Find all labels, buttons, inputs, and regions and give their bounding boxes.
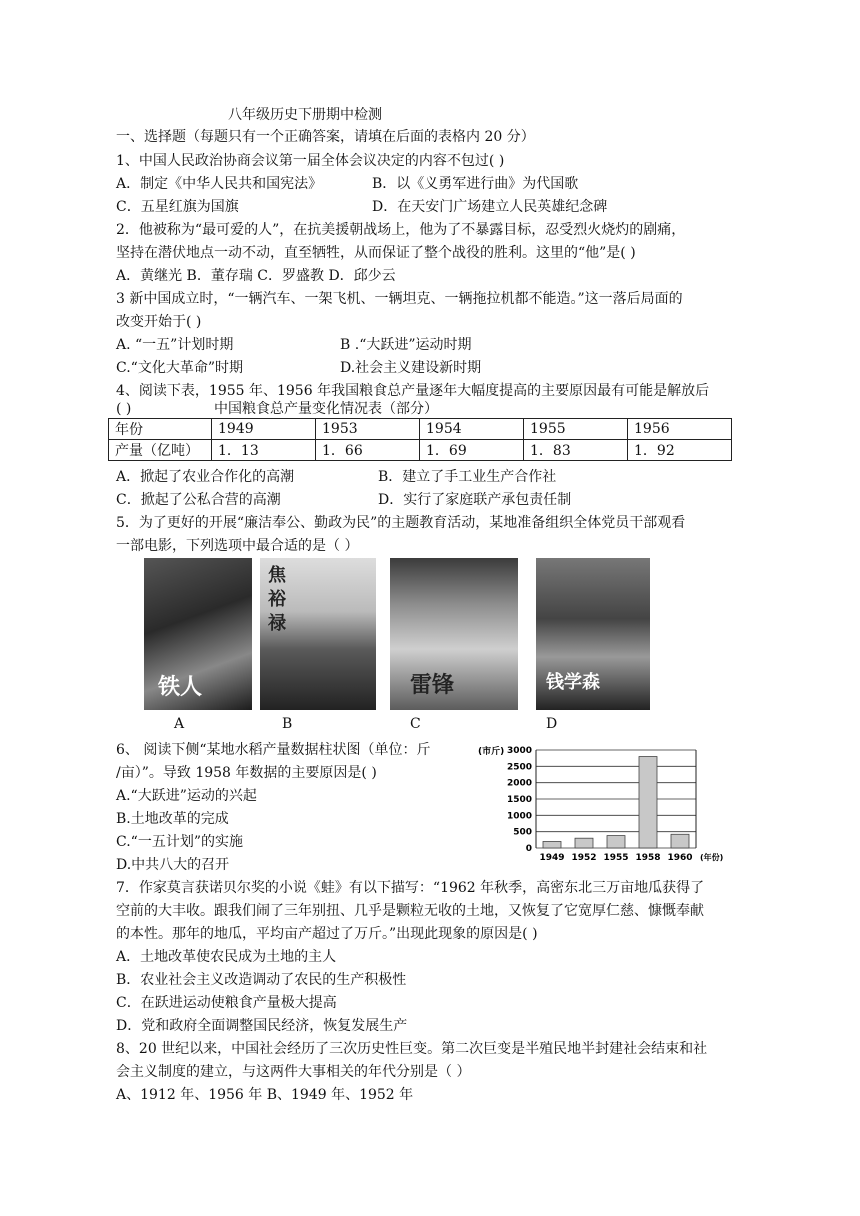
poster-b-label: B	[282, 716, 293, 732]
poster-c-label: C	[410, 716, 421, 732]
q4-stem: 4、阅读下表，1955 年、1956 年我国粮食总产量逐年大幅度提高的主要原因最有可能是解放后	[116, 383, 710, 399]
chart-ytick-label: 0	[525, 844, 532, 854]
table-cell: 1956	[628, 419, 732, 440]
chart-ytick-label: 3000	[506, 746, 532, 756]
q1-option-d: D．在天安门广场建立人民英雄纪念碑	[372, 199, 608, 215]
grain-output-table	[108, 418, 732, 461]
table-cell: 1953	[316, 419, 420, 440]
poster-d-label: D	[546, 716, 558, 732]
table-cell: 1．66	[316, 440, 420, 461]
q7-stem-line2: 空前的大丰收。跟我们闹了三年别扭、几乎是颗粒无收的土地，又恢复了它宽厚仁慈、慷慨奉献	[116, 903, 704, 919]
q7-stem-line1: 7．作家莫言获诺贝尔奖的小说《蛙》有以下描写：“1962 年秋季，高密东北三万亩地瓜获得了	[116, 880, 705, 896]
table-cell: 1954	[420, 419, 524, 440]
q5-stem-line1: 5．为了更好的开展“廉洁奉公、勤政为民”的主题教育活动，某地准备组织全体党员干部观看	[116, 515, 686, 531]
chart-ytick-label: 2000	[506, 778, 532, 789]
table-row-label: 年份	[109, 419, 212, 440]
chart-bar	[543, 841, 561, 848]
q4-option-d: D．实行了家庭联产承包责任制	[378, 492, 572, 508]
q7-option-c: C．在跃进运动使粮食产量极大提高	[116, 995, 337, 1011]
table-cell: 1955	[524, 419, 628, 440]
q6-option-a: A.“大跃进”运动的兴起	[116, 788, 257, 804]
poster-a-title: 铁人	[158, 674, 203, 700]
q7-option-a: A．土地改革使农民成为土地的主人	[116, 949, 337, 965]
q2-stem-line1: 2．他被称为“最可爱的人”，在抗美援朝战场上，他为了不暴露目标，忍受烈火烧灼的剧痛，	[116, 222, 686, 238]
chart-xtick-label: 1960	[667, 853, 693, 863]
table-cell: 1．83	[524, 440, 628, 461]
q4-answer-paren: ( )	[116, 401, 132, 417]
poster-d-title: 钱学森	[546, 672, 600, 693]
table-row-label: 产量（亿吨）	[109, 440, 212, 461]
q4-option-b: B．建立了手工业生产合作社	[378, 469, 557, 485]
table-cell: 1．13	[212, 440, 316, 461]
q7-stem-line3: 的本性。那年的地瓜，平均亩产超过了万斤。”出现此现象的原因是( )	[116, 926, 538, 942]
section-heading: 一、选择题（每题只有一个正确答案，请填在后面的表格内 20 分）	[116, 129, 535, 145]
chart-xtick-label: 1952	[571, 853, 597, 863]
chart-ytick-label: 2500	[506, 762, 532, 773]
q8-options: A、1912 年、1956 年 B、1949 年、1952 年	[116, 1087, 414, 1103]
chart-bar	[575, 838, 593, 848]
table-cell: 1949	[212, 419, 316, 440]
chart-ytick-label: 1000	[506, 811, 532, 822]
q1-option-b: B．以《义勇军进行曲》为代国歌	[372, 176, 579, 192]
q6-option-c: C.“一五计划”的实施	[116, 834, 243, 850]
q8-stem-line1: 8、20 世纪以来，中国社会经历了三次历史性巨变。第二次巨变是半殖民地半封建社会结束和社	[116, 1041, 708, 1057]
q4-table-title: 中国粮食总产量变化情况表（部分）	[214, 401, 438, 417]
poster-c-title: 雷锋	[410, 672, 455, 698]
q1-stem: 1、中国人民政治协商会议第一届全体会议决定的内容不包过( )	[116, 153, 505, 169]
q5-stem-line2: 一部电影，下列选项中最合适的是（ ）	[116, 538, 359, 554]
table-cell: 1．92	[628, 440, 732, 461]
movie-poster-c	[390, 558, 518, 710]
chart-bar	[607, 836, 625, 848]
q2-stem-line2: 坚持在潜伏地点一动不动，直至牺牲，从而保证了整个战役的胜利。这里的“他”是( )	[116, 245, 636, 261]
chart-bar	[639, 757, 657, 848]
table-row	[109, 440, 732, 461]
q2-options: A．黄继光 B．董存瑞 C．罗盛教 D．邱少云	[116, 268, 396, 284]
chart-xtick-label: 1955	[603, 853, 629, 863]
q3-stem-line1: 3 新中国成立时，“一辆汽车、一架飞机、一辆坦克、一辆拖拉机都不能造。”这一落后局面的	[116, 291, 683, 307]
q3-stem-line2: 改变开始于( )	[116, 314, 202, 330]
q3-option-c: C.“文化大革命”时期	[116, 360, 243, 376]
rice-yield-bar-chart	[474, 742, 734, 868]
movie-poster-d	[536, 558, 650, 710]
q7-option-d: D．党和政府全面调整国民经济，恢复发展生产	[116, 1018, 408, 1034]
q6-stem-line1: 6、 阅读下侧“某地水稻产量数据柱状图（单位：斤	[116, 742, 431, 758]
chart-bar	[671, 834, 689, 848]
q4-option-c: C．掀起了公私合营的高潮	[116, 492, 281, 508]
chart-ytick-label: 500	[513, 827, 532, 838]
table-cell: 1．69	[420, 440, 524, 461]
page-title: 八年级历史下册期中检测	[228, 107, 382, 123]
table-row	[109, 419, 732, 440]
movie-poster-a	[144, 558, 252, 710]
movie-poster-b	[260, 558, 376, 710]
q3-option-d: D.社会主义建设新时期	[340, 360, 482, 376]
chart-xlabel: (年份)	[700, 853, 724, 862]
poster-b-title: 焦裕禄	[268, 565, 286, 634]
q1-option-c: C．五星红旗为国旗	[116, 199, 239, 215]
q4-option-a: A．掀起了农业合作化的高潮	[116, 469, 295, 485]
q3-option-a: A. “一五”计划时期	[116, 337, 234, 353]
q7-option-b: B．农业社会主义改造调动了农民的生产积极性	[116, 972, 407, 988]
q6-option-d: D.中共八大的召开	[116, 857, 230, 873]
chart-ylabel: (市斤)	[478, 747, 505, 757]
q6-stem-line2: /亩）”。导致 1958 年数据的主要原因是( )	[116, 765, 377, 781]
chart-ytick-label: 1500	[506, 795, 532, 805]
q1-option-a: A．制定《中华人民共和国宪法》	[116, 176, 323, 192]
chart-xtick-label: 1949	[539, 853, 565, 863]
q8-stem-line2: 会主义制度的建立，与这两件大事相关的年代分别是（ ）	[116, 1064, 471, 1080]
q3-option-b: B .“大跃进”运动时期	[340, 337, 472, 353]
q6-option-b: B.土地改革的完成	[116, 811, 229, 827]
chart-xtick-label: 1958	[635, 853, 661, 863]
poster-a-label: A	[174, 716, 185, 732]
